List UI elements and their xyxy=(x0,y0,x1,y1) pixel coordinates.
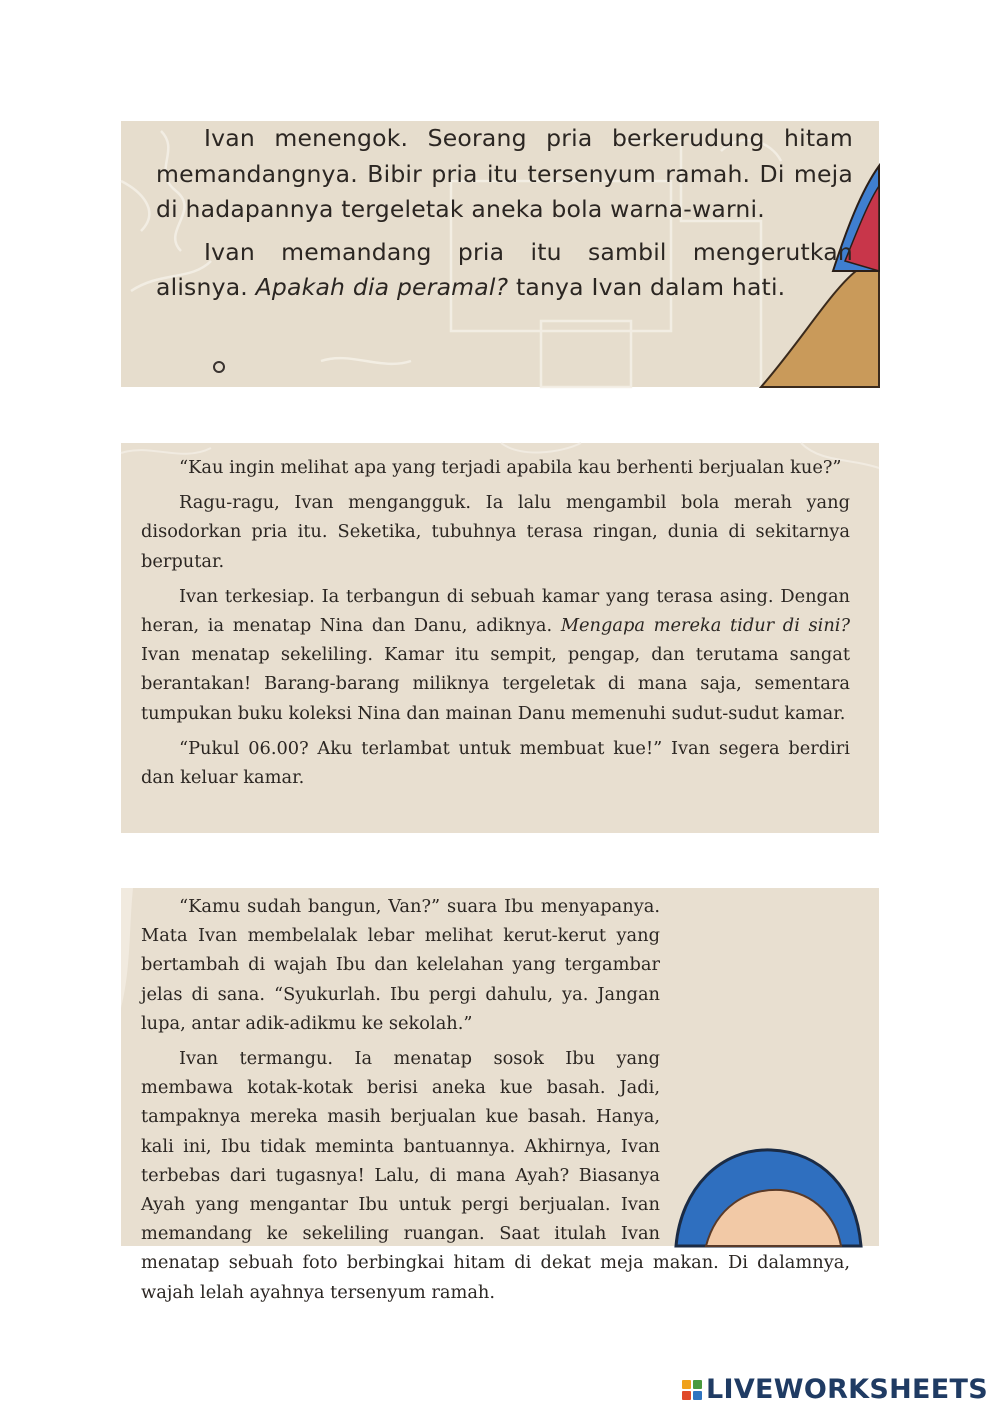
italic-thought: Apakah dia peramal? xyxy=(255,273,509,301)
paragraph: Ragu-ragu, Ivan mengangguk. Ia lalu mengambil bola merah yang disodorkan pria itu. Seketika, tubuhnya terasa ringan, dunia di sekitarnya berputar. xyxy=(141,492,850,572)
story-panel-1 xyxy=(121,121,879,387)
liveworksheets-logo xyxy=(682,1374,988,1405)
panel-2-text xyxy=(141,453,850,792)
italic-thought: Mengapa mereka tidur di sini? xyxy=(560,615,850,637)
paragraph: “Pukul 06.00? Aku terlambat untuk membuat kue!” Ivan segera berdiri dan keluar kamar. xyxy=(141,737,850,789)
ink-drop-icon xyxy=(214,362,224,372)
paragraph: Ivan memandang pria itu sambil mengerutkan alisnya. Apakah dia peramal? tanya Ivan dalam hati. xyxy=(156,237,853,301)
paragraph: Ivan terkesiap. Ia terbangun di sebuah kamar yang terasa asing. Dengan heran, ia menatap Nina dan Danu, adiknya. Mengapa mereka tidur di sini? Ivan menatap sekeliling. Kamar itu sempit, pengap, dan terutama sangat berantakan! Barang-barang miliknya tergeletak di mana saja, sementara tumpukan buku koleksi Nina dan mainan Danu memenuhi sudut-sudut kamar. xyxy=(141,585,850,724)
liveworksheets-logo-icon xyxy=(682,1380,702,1400)
text-wrap-spacer xyxy=(660,1144,850,1242)
panel-1-text xyxy=(156,121,853,306)
paragraph: Ivan termangu. Ia menatap sosok Ibu yang membawa kotak-kotak berisi aneka kue basah. Jadi, tampaknya mereka masih berjualan kue basah. Hanya, kali ini, Ibu tidak meminta bantuannya. Akhirnya, Ivan terbebas dari tugasnya! Lalu, di mana Ayah? Biasanya Ayah yang mengantar Ibu untuk pergi berjualan. Ivan memandang ke sekeliling ruangan. Saat itulah Ivan menatap sebuah foto berbingkai hitam di dekat meja makan. Di dalamnya, wajah lelah ayahnya tersenyum ramah. xyxy=(141,1048,850,1303)
paragraph: Ivan menengok. Seorang pria berkerudung hitam memandangnya. Bibir pria itu tersenyum ramah. Di meja di hadapannya tergeletak aneka bola warna-warni. xyxy=(156,124,853,223)
story-panel-3 xyxy=(121,888,879,1303)
logo-text: LIVEWORKSHEETS xyxy=(705,1374,988,1405)
story-panel-2 xyxy=(121,443,879,833)
panel-3-text xyxy=(141,892,850,1307)
paragraph: “Kau ingin melihat apa yang terjadi apabila kau berhenti berjualan kue?” xyxy=(179,457,842,478)
paragraph: “Kamu sudah bangun, Van?” suara Ibu menyapanya. Mata Ivan membelalak lebar melihat kerut-kerut yang bertambah di wajah Ibu dan kelelahan yang tergambar jelas di sana. “Syukurlah. Ibu pergi dahulu, ya. Jangan lupa, antar adik-adikmu ke sekolah.” xyxy=(141,896,660,1034)
